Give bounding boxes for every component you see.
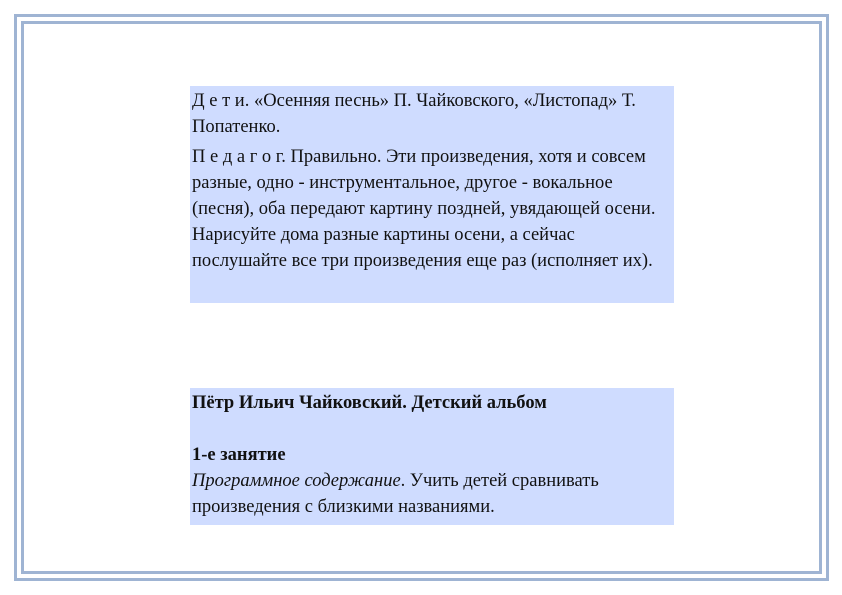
dialogue-text-block [190, 86, 674, 303]
children-reply [192, 88, 672, 140]
program-content [192, 468, 672, 520]
program-text: . Учить детей сравнивать произведения с близкими названиями. [192, 471, 599, 517]
album-title: Пётр Ильич Чайковский. Детский альбом [192, 393, 547, 413]
blank-line [192, 416, 672, 442]
lesson-heading: 1-е занятие [192, 445, 286, 465]
children-reply-text: «Осенняя песнь» П. Чайковского, «Листопад» Т. Попатенко. [192, 91, 636, 137]
teacher-reply [192, 144, 672, 274]
speaker-teacher: П е д а г о г. [192, 147, 286, 167]
teacher-reply-text: Правильно. Эти произведения, хотя и совсем разные, одно - инструментальное, другое - вокальное (песня), оба передают картину поздней, увядающей осени. Нарисуйте дома разные картины осени, а сейчас послушайте все три произведения еще раз (исполняет их). [192, 147, 656, 271]
program-label: Программное содержание [192, 471, 401, 491]
speaker-children: Д е т и. [192, 91, 250, 111]
lesson-text-block [190, 388, 674, 525]
